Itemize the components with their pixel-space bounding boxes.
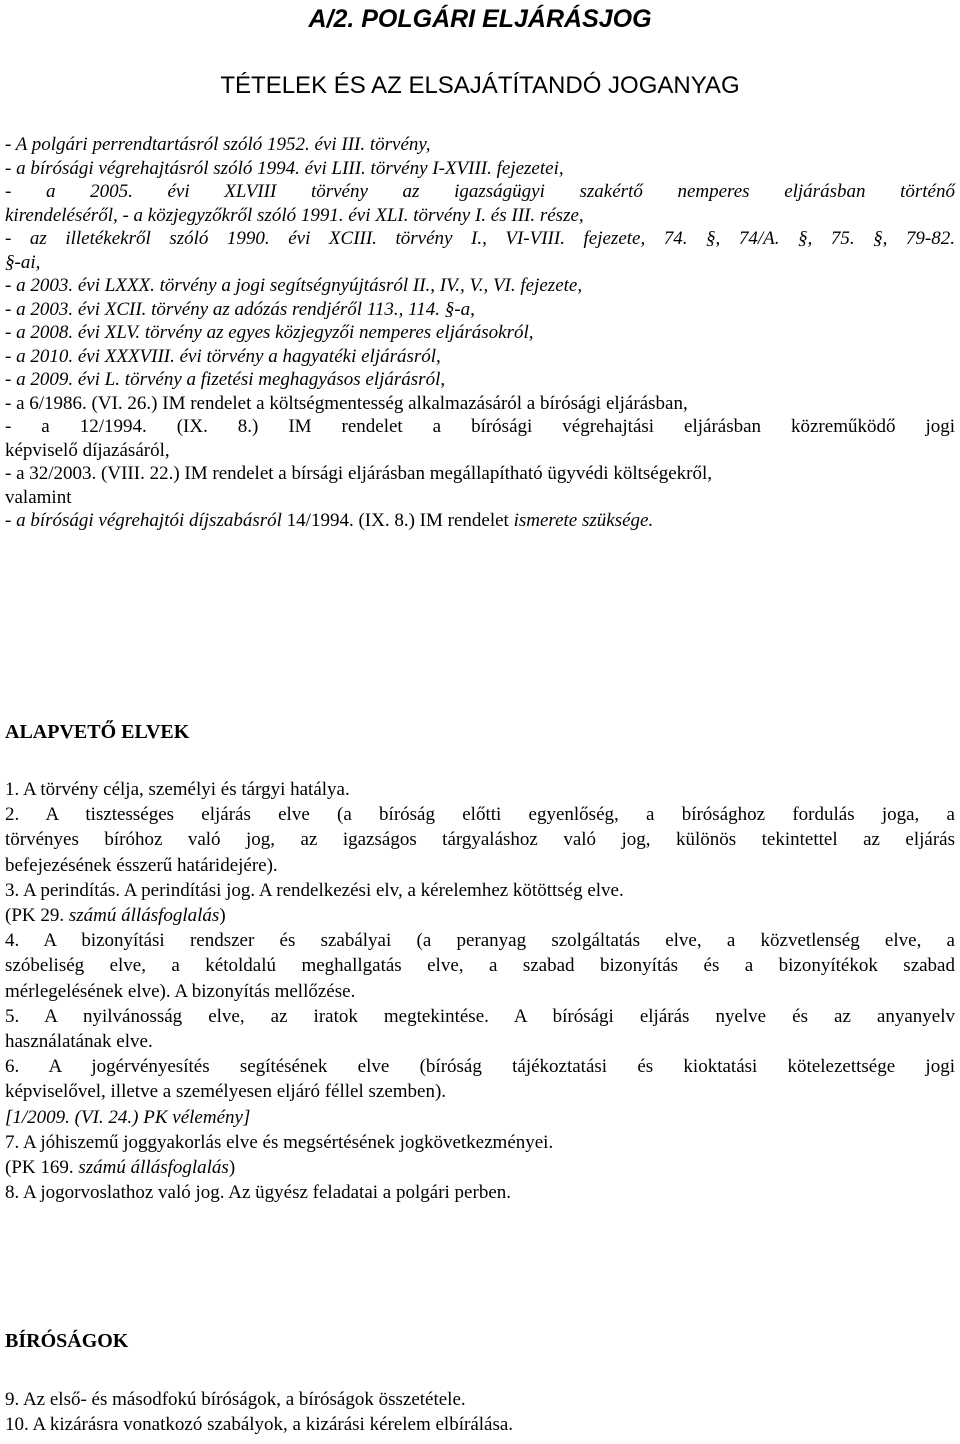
list-item: 6. A jogérvényesítés segítésének elve (bíróság tájékoztatási és kioktatási kötelezettsége jogi [5,1056,955,1078]
reference-part: ) [219,905,226,927]
law-line: - A polgári perrendtartásról szóló 1952. évi III. törvény, [5,134,431,155]
list-item: mérlegelésének elve). A bizonyítás mellőzése. [5,980,356,1002]
list-item: használatának elve. [5,1031,153,1053]
law-line: - a 2003. évi XCII. törvény az adózás rendjéről 113., 114. §-a, [5,298,475,320]
law-line: - a 6/1986. (VI. 26.) IM rendelet a költségmentesség alkalmazásáról a bírósági eljárásban, [5,392,688,414]
law-line: - a bírósági végrehajtásról szóló 1994. évi LIII. törvény I-XVIII. fejezetei, [5,157,564,179]
law-line: - a 12/1994. (IX. 8.) IM rendelet a bírósági végrehajtási eljárásban közreműködő jogi [5,416,955,437]
courts-list [5,1387,955,1437]
law-line: kirendeléséről, - a közjegyzőkről szóló 1991. évi XLI. törvény I. és III. része, [5,204,584,226]
law-list [5,133,955,533]
list-item: 10. A kizárásra vonatkozó szabályok, a kizárási kérelem elbírálása. [5,1414,514,1436]
list-item: képviselővel, illetve a személyesen eljáró féllel szemben). [5,1081,447,1103]
law-line-part: ismerete szüksége. [513,510,654,531]
list-item: 3. A perindítás. A perindítási jog. A rendelkezési elv, a kérelemhez kötöttség elve. [5,879,624,901]
list-item: 9. Az első- és másodfokú bíróságok, a bíróságok összetétele. [5,1389,466,1410]
list-item: 1. A törvény célja, személyi és tárgyi hatálya. [5,779,350,800]
reference-part: ) [228,1157,236,1179]
section-heading-courts: BÍRÓSÁGOK [5,1330,129,1352]
list-item: szóbeliség elve, a kétoldalú meghallgatás elve, a szabad bizonyítás és a bizonyítékok szabad [5,955,955,977]
reference-part: (PK 169. [5,1157,79,1179]
law-line: valamint [5,486,72,508]
law-line: - az illetékekről szóló 1990. évi XCIII. törvény I., VI-VIII. fejezete, 74. §, 74/A. §, 75. §, 79-82. [5,228,955,249]
law-line: - a 2010. évi XXXVIII. évi törvény a hagyatéki eljárásról, [5,345,441,367]
reference-part: számú állásfoglalás [78,1157,229,1179]
law-line [5,509,955,533]
list-item-reference [5,1155,955,1180]
law-line: - a 2009. évi L. törvény a fizetési meghagyásos eljárásról, [5,369,446,390]
law-line-part: 14/1994. (IX. 8.) IM rendelet [281,510,514,531]
law-line: - a 32/2003. (VIII. 22.) IM rendelet a bírsági eljárásban megállapítható ügyvédi költségekről, [5,463,712,484]
list-item: törvényes bíróhoz való jog, az igazságos tárgyaláshoz való jog, különös tekintettel az eljárás [5,829,955,851]
law-line: §-ai, [5,251,41,273]
principles-list [5,777,955,1205]
section-heading-principles: ALAPVETŐ ELVEK [5,721,190,743]
list-item: befejezésének ésszerű határidejére). [5,854,278,876]
document-title: A/2. POLGÁRI ELJÁRÁSJOG [308,5,652,33]
list-item: 5. A nyilvánosság elve, az iratok megtekintése. A bírósági eljárás nyelve és az anyanyelv [5,1005,955,1027]
list-item-reference: [1/2009. (VI. 24.) PK vélemény] [5,1106,251,1128]
list-item: 2. A tisztességes eljárás elve (a bíróság előtti egyenlőség, a bírósághoz fordulás joga, a [5,804,955,826]
list-item-reference [5,903,955,928]
list-item: 4. A bizonyítási rendszer és szabályai (a peranyag szolgáltatás elve, a közvetlenség elve, a [5,930,955,952]
reference-part: számú állásfoglalás [68,905,220,927]
document-subtitle: TÉTELEK ÉS AZ ELSAJÁTÍTANDÓ JOGANYAG [220,72,740,99]
law-line: - a 2003. évi LXXX. törvény a jogi segítségnyújtásról II., IV., V., VI. fejezete, [5,275,583,296]
reference-part: (PK 29. [5,905,69,927]
list-item: 7. A jóhiszemű joggyakorlás elve és megsértésének jogkövetkezményei. [5,1131,554,1153]
list-item: 8. A jogorvoslathoz való jog. Az ügyész feladatai a polgári perben. [5,1182,511,1204]
law-line-part: - a bírósági végrehajtói díjszabásról [5,510,282,531]
law-line: - a 2005. évi XLVIII törvény az igazságügyi szakértő nemperes eljárásban történő [5,181,955,202]
law-line: - a 2008. évi XLV. törvény az egyes közjegyzői nemperes eljárásokról, [5,322,534,343]
law-line: képviselő díjazásáról, [5,439,170,461]
